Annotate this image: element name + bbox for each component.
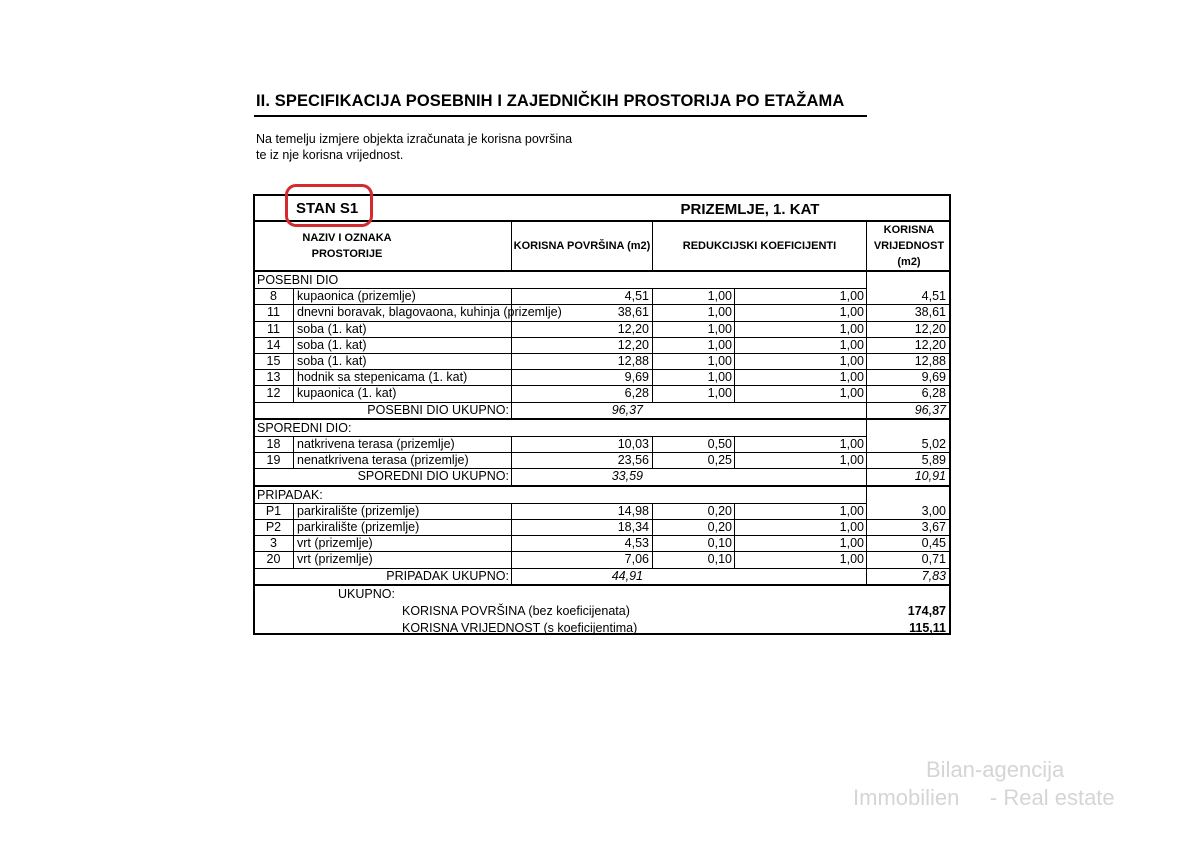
col-divider-coef1 [652,436,653,468]
section-title: SPOREDNI DIO: [257,420,352,435]
row-coef-1: 1,00 [707,354,732,368]
intro-line-1: Na temelju izmjere objekta izračunata je korisna površina [256,132,573,146]
row-coef-1: 0,20 [707,503,732,518]
col-divider-total [511,568,512,584]
row-name: kupaonica (1. kat) [297,386,397,401]
col-divider-coef2 [734,503,735,568]
col-divider-coef2 [734,436,735,468]
section-title: PRIPADAK: [257,487,323,502]
row-number: 11 [267,321,280,336]
row-number: 15 [266,354,281,368]
col-divider-number [293,288,294,401]
row-coef-2: 1,00 [839,354,864,368]
row-area: 9,69 [624,370,649,385]
row-name: nenatkrivena terasa (prizemlje) [297,453,469,468]
col-divider-value [866,270,867,418]
row-value: 9,69 [921,370,946,385]
row-coef-2: 1,00 [839,370,864,385]
header-area: KORISNA POVRŠINA (m2) [513,240,651,252]
row-name: parkiralište (prizemlje) [297,520,420,534]
row-coef-1: 1,00 [707,321,732,336]
watermark-line2: Immobilien - Real estate [853,785,1115,810]
row-coef-1: 1,00 [707,289,732,304]
section-total-area: 33,59 [611,469,643,484]
row-area: 12,20 [617,337,649,352]
row-value: 12,88 [914,354,946,368]
row-number: P2 [265,520,282,534]
section-title: POSEBNI DIO [257,273,339,287]
col-divider-coef1 [652,288,653,401]
header-name-line1: NAZIV I OZNAKA [302,232,392,244]
intro-text [256,131,572,163]
col-divider-coef2 [734,288,735,401]
col-divider-area [511,503,512,568]
row-value: 3,67 [921,520,946,534]
row-name: soba (1. kat) [297,354,367,368]
header-bottom-rule [254,270,950,272]
row-coef-1: 0,10 [707,552,732,567]
row-coef-2: 1,00 [839,520,864,534]
row-coef-1: 1,00 [707,386,732,401]
row-number: 19 [266,453,281,468]
row-area: 7,06 [624,552,649,567]
row-coef-2: 1,00 [839,289,864,304]
section-total-value: 10,91 [914,469,946,484]
header-value-line3: (m2) [897,256,921,268]
summary-area-label: KORISNA POVRŠINA (bez koeficijenata) [402,604,630,618]
header-name-line2: PROSTORIJE [311,248,383,260]
row-name: soba (1. kat) [297,321,367,336]
watermark-line1: Bilan-agencija [926,757,1065,782]
section-end-rule [254,485,950,487]
row-name: hodnik sa stepenicama (1. kat) [297,370,468,385]
row-number: 18 [266,437,281,451]
section-total-area: 44,91 [611,568,643,583]
intro-line-2: te iz nje korisna vrijednost. [256,148,404,162]
row-coef-2: 1,00 [839,453,864,468]
header-value-line2: VRIJEDNOST [873,240,945,252]
row-coef-1: 0,20 [707,520,732,534]
row-coef-1: 0,25 [707,453,732,468]
summary-area-value: 174,87 [907,604,946,618]
row-coef-1: 1,00 [707,305,732,320]
section-total-area: 96,37 [611,402,643,417]
row-area: 18,34 [617,520,649,534]
section-total-value: 96,37 [914,402,946,417]
page-title: II. SPECIFIKACIJA POSEBNIH I ZAJEDNIČKIH PROSTORIJA PO ETAŽAMA [256,92,845,110]
floor-label: PRIZEMLJE, 1. KAT [680,201,820,218]
row-area: 10,03 [617,437,649,451]
row-coef-2: 1,00 [839,321,864,336]
row-number: 12 [266,386,281,401]
unit-highlight-circle [285,184,373,227]
col-divider-area [511,436,512,468]
col-divider-total [511,468,512,484]
summary-title: UKUPNO: [338,586,395,601]
row-name: vrt (prizemlje) [297,552,373,567]
row-area: 23,56 [617,453,649,468]
row-number: 8 [270,289,277,304]
col-divider-number [293,436,294,468]
row-area: 6,28 [624,386,649,401]
summary-value-label: KORISNA VRIJEDNOST (s koeficijentima) [402,621,638,636]
row-area: 12,88 [617,354,649,368]
row-name: kupaonica (prizemlje) [297,289,416,304]
row-coef-2: 1,00 [839,337,864,352]
section-total-label: SPOREDNI DIO UKUPNO: [357,469,509,484]
row-value: 3,00 [921,503,946,518]
row-value: 0,71 [921,552,946,567]
row-name: dnevni boravak, blagovaona, kuhinja (prizemlje) [297,305,562,320]
row-name: vrt (prizemlje) [297,536,373,551]
row-coef-1: 1,00 [707,337,732,352]
row-area: 4,51 [624,289,649,304]
row-number: 3 [270,536,277,551]
row-area: 4,53 [624,536,649,551]
row-coef-2: 1,00 [839,536,864,551]
row-coef-2: 1,00 [839,552,864,567]
col-divider-area [511,288,512,401]
unit-label: STAN S1 [296,200,359,217]
row-name: soba (1. kat) [297,337,367,352]
row-coef-1: 1,00 [707,370,732,385]
row-coef-2: 1,00 [839,503,864,518]
col-divider-coef1 [652,503,653,568]
summary-value-value: 115,11 [909,621,946,636]
row-value: 5,02 [921,437,946,451]
row-coef-2: 1,00 [839,437,864,451]
row-coef-1: 0,10 [707,536,732,551]
row-value: 12,20 [914,337,946,352]
row-area: 14,98 [617,503,649,518]
row-number: 14 [266,337,281,352]
row-value: 5,89 [921,453,946,468]
row-area: 38,61 [617,305,649,320]
section-total-label: POSEBNI DIO UKUPNO: [367,402,509,417]
row-number: P1 [265,503,282,518]
row-name: parkiralište (prizemlje) [297,503,420,518]
row-coef-1: 0,50 [707,437,732,451]
row-coef-2: 1,00 [839,305,864,320]
row-number: 20 [266,552,281,567]
row-area: 12,20 [617,321,649,336]
row-name: natkrivena terasa (prizemlje) [297,437,455,451]
header-coefficients: REDUKCIJSKI KOEFICIJENTI [682,240,837,252]
section-total-value: 7,83 [921,568,946,583]
col-divider-total [511,402,512,418]
col-divider-number [293,503,294,568]
row-value: 0,45 [921,536,946,551]
row-number: 11 [267,305,280,320]
row-value: 38,61 [914,305,946,320]
row-value: 4,51 [921,289,946,304]
section-end-rule [254,418,950,420]
row-number: 13 [266,370,281,385]
row-value: 12,20 [914,321,946,336]
row-coef-2: 1,00 [839,386,864,401]
section-total-label: PRIPADAK UKUPNO: [386,568,509,583]
title-underline [254,115,867,117]
row-value: 6,28 [921,386,946,401]
header-value-line1: KORISNA [883,224,935,236]
